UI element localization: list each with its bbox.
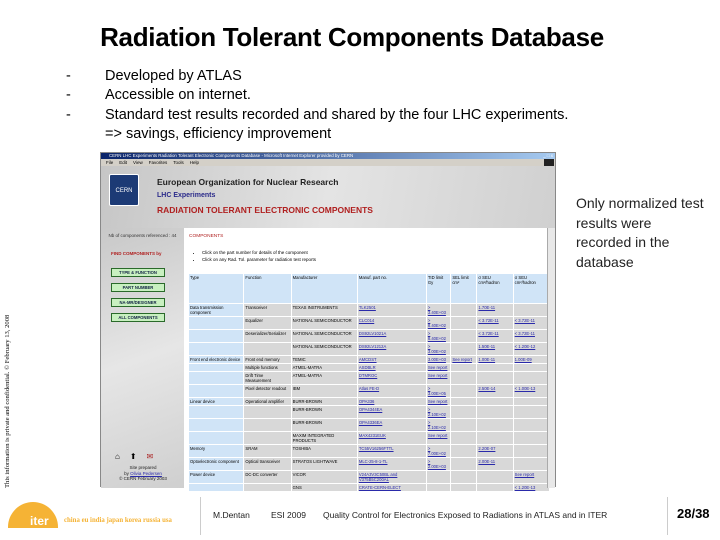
table-cell xyxy=(189,343,243,355)
cell-link[interactable]: TC55V16256FTTL xyxy=(358,446,394,451)
side-note: Only normalized test results were recorded in the database xyxy=(576,195,704,270)
table-cell: Memory xyxy=(189,445,243,457)
table-cell: BURR-BROWN xyxy=(292,406,357,418)
table-cell xyxy=(358,398,426,405)
table-cell xyxy=(427,432,450,444)
table-cell xyxy=(244,419,290,431)
table-cell xyxy=(477,406,512,418)
cell-link[interactable]: 3.00E+03 xyxy=(427,357,446,362)
table-cell xyxy=(358,471,426,483)
table-cell xyxy=(427,343,450,355)
cell-link[interactable]: MAX4231EUK xyxy=(358,433,386,438)
table-cell xyxy=(358,458,426,470)
table-row xyxy=(189,364,549,371)
cell-link[interactable]: 1.00E-09 xyxy=(514,357,532,362)
column-header: Type xyxy=(189,274,243,303)
table-cell xyxy=(189,419,243,431)
cell-link[interactable]: > 7.00E+02 xyxy=(427,446,446,456)
table-cell xyxy=(427,372,450,384)
cell-link[interactable]: See report xyxy=(427,433,448,438)
nav-all-components-button[interactable]: ALL COMPONENTS xyxy=(111,313,165,322)
table-cell xyxy=(451,432,476,444)
cell-link[interactable]: DTMROC xyxy=(358,373,378,378)
footer-event: ESI 2009 xyxy=(271,510,306,520)
menu-view[interactable]: View xyxy=(133,160,143,165)
up-arrow-icon[interactable]: ⬆ xyxy=(129,452,137,461)
cell-link[interactable]: > 2.00E+03 xyxy=(427,459,446,469)
table-cell xyxy=(451,356,476,363)
components-heading: COMPONENTS xyxy=(189,234,224,239)
cell-link[interactable]: AMCDST xyxy=(358,357,377,362)
cell-link[interactable]: 2.20E-07 xyxy=(478,446,496,451)
table-cell xyxy=(514,317,549,329)
window-controls[interactable]: _ □ x xyxy=(543,153,553,158)
table-cell: Deserializer/Serializer xyxy=(244,330,290,342)
bullet-list xyxy=(66,67,568,144)
table-row xyxy=(189,432,549,444)
column-header: Manufacturer xyxy=(292,274,357,303)
nav-manufacturer-button[interactable]: NA-MR/DESIGNER xyxy=(111,298,165,307)
table-cell xyxy=(477,356,512,363)
components-table xyxy=(188,273,550,492)
page-number: 28/38 xyxy=(677,506,710,521)
table-cell: Optical transceiver xyxy=(244,458,290,470)
table-cell: Pixel detector readout xyxy=(244,385,290,397)
table-cell xyxy=(514,343,549,355)
table-row xyxy=(189,330,549,342)
table-cell xyxy=(358,419,426,431)
table-cell: VICOR xyxy=(292,471,357,483)
instruction: • Click on any Rad. Tol. parameter for radiation test reports xyxy=(202,256,548,263)
table-cell xyxy=(427,419,450,431)
cell-link[interactable]: V24A3V3C50BL and V375B5C200AL xyxy=(358,472,398,482)
nav-icons xyxy=(115,452,153,461)
author-link[interactable]: Olivia Pedersen xyxy=(130,470,162,476)
table-cell xyxy=(514,330,549,342)
table-cell xyxy=(514,419,549,431)
footer-divider xyxy=(200,497,201,535)
table-cell xyxy=(451,406,476,418)
cell-link[interactable]: DS92LV1212A xyxy=(358,344,387,349)
table-row xyxy=(189,458,549,470)
table-cell xyxy=(514,356,549,363)
table-cell xyxy=(189,406,243,418)
table-cell xyxy=(427,484,450,491)
table-cell: GNS xyxy=(292,484,357,491)
components-content xyxy=(184,228,548,488)
table-cell: Data transmission component xyxy=(189,304,243,316)
table-cell xyxy=(451,343,476,355)
table-cell xyxy=(189,364,243,371)
table-cell xyxy=(427,317,450,329)
bullet-item: - Accessible on internet. xyxy=(66,86,568,105)
cell-link[interactable]: ASDBLR xyxy=(358,365,376,370)
table-cell: Linear device xyxy=(189,398,243,405)
cell-link[interactable]: 1.50E-11 xyxy=(478,344,496,349)
table-cell xyxy=(427,330,450,342)
component-count: Nb of components referenced : 44 xyxy=(108,233,177,238)
iter-partners: china eu india japan korea russia usa xyxy=(64,517,172,524)
table-cell xyxy=(477,432,512,444)
table-cell xyxy=(514,398,549,405)
table-cell: MAXIM INTEGRATED PRODUCTS xyxy=(292,432,357,444)
table-cell xyxy=(189,372,243,384)
footer-talk: Quality Control for Electronics Exposed to Radiations in ATLAS and in ITER xyxy=(323,510,608,520)
table-cell xyxy=(244,343,290,355)
slide-title: Radiation Tolerant Components Database xyxy=(100,22,604,52)
table-cell xyxy=(427,385,450,397)
table-cell: Equalizer xyxy=(244,317,290,329)
table-cell xyxy=(358,406,426,418)
table-cell xyxy=(451,398,476,405)
table-cell xyxy=(451,484,476,491)
table-cell: Drift Time Measurement xyxy=(244,372,290,384)
table-cell xyxy=(477,343,512,355)
table-cell: TOSHIBA xyxy=(292,445,357,457)
cell-link[interactable]: 2.00E-11 xyxy=(478,459,496,464)
confidentiality-note: This information is private and confidential. © February 13, 2008 xyxy=(4,314,11,488)
table-row xyxy=(189,372,549,384)
table-cell: Power device xyxy=(189,471,243,483)
cell-link[interactable]: CLC014 xyxy=(358,318,375,323)
table-row xyxy=(189,419,549,431)
banner-org: European Organization for Nuclear Research xyxy=(157,177,339,187)
cell-link[interactable]: Atlas FE-D xyxy=(358,386,380,391)
table-cell xyxy=(514,372,549,384)
banner-title: RADIATION TOLERANT ELECTRONIC COMPONENTS xyxy=(157,205,373,215)
menu-tools[interactable]: Tools xyxy=(173,160,184,165)
table-cell xyxy=(358,372,426,384)
table-row xyxy=(189,356,549,363)
column-header: σ SEU cm²/hadron xyxy=(477,274,512,303)
table-cell xyxy=(358,330,426,342)
table-cell: Operational amplifier xyxy=(244,398,290,405)
table-cell: TEXAS INSTRUMENTS xyxy=(292,304,357,316)
menu-favorites[interactable]: Favorites xyxy=(148,160,168,165)
table-cell xyxy=(477,419,512,431)
cell-link[interactable]: < 1.20E-13 xyxy=(514,485,536,490)
table-cell xyxy=(514,484,549,491)
bullet-text: Developed by ATLAS xyxy=(105,68,242,84)
table-cell xyxy=(358,364,426,371)
table-cell xyxy=(477,330,512,342)
cell-link[interactable]: < 1.20E-12 xyxy=(514,344,536,349)
table-cell xyxy=(427,458,450,470)
table-cell xyxy=(514,364,549,371)
menu-edit[interactable]: Edit xyxy=(119,160,128,165)
table-cell xyxy=(244,406,290,418)
cell-link[interactable]: See report xyxy=(427,373,448,378)
instruction: • Click on the part number for details of the component xyxy=(202,249,548,256)
cell-link[interactable]: See report xyxy=(427,365,448,370)
find-label: FIND COMPONENTS by xyxy=(111,251,162,256)
table-cell xyxy=(358,343,426,355)
table-cell xyxy=(477,372,512,384)
table-cell: Optoelectronic component xyxy=(189,458,243,470)
table-cell xyxy=(189,432,243,444)
table-cell xyxy=(514,304,549,316)
table-cell xyxy=(189,484,243,491)
bullet-text: => savings, efficiency improvement xyxy=(105,125,332,142)
table-cell xyxy=(427,356,450,363)
table-cell: STRATOS LIGHTWAVE xyxy=(292,458,357,470)
table-cell xyxy=(189,385,243,397)
table-cell: TEMIC xyxy=(292,356,357,363)
table-cell xyxy=(477,445,512,457)
cell-link[interactable]: TLK2501 xyxy=(358,305,376,310)
footer-author: M.Dentan xyxy=(213,510,250,520)
scrollbar[interactable] xyxy=(547,228,555,488)
cell-link[interactable]: > 3.40E+03 xyxy=(427,305,446,315)
nav-type-function-button[interactable]: TYPE & FUNCTION xyxy=(111,268,165,277)
cell-link[interactable]: > 3.00E+05 xyxy=(427,386,446,396)
table-cell xyxy=(451,419,476,431)
cell-link[interactable]: 1.00E-11 xyxy=(478,357,496,362)
iter-logo: iter xyxy=(8,502,58,528)
bullet-text: Standard test results recorded and shared by the four LHC experiments. xyxy=(105,106,569,123)
banner-lhc: LHC Experiments xyxy=(157,192,216,199)
table-cell xyxy=(451,471,476,483)
table-cell: NATIONAL SEMICONDUCTOR xyxy=(292,317,357,329)
bullet-item: - Developed by ATLAS xyxy=(66,67,568,86)
table-cell xyxy=(427,364,450,371)
menu-help[interactable]: Help xyxy=(189,160,200,165)
table-cell xyxy=(451,385,476,397)
menu-file[interactable]: File xyxy=(106,160,114,165)
cern-banner xyxy=(101,166,555,228)
cern-logo: CERN xyxy=(109,174,139,206)
table-cell: Front end electronic device xyxy=(189,356,243,363)
cell-link[interactable]: < 3.72E-11 xyxy=(514,331,535,336)
cell-link[interactable]: DS92LV1021A xyxy=(358,331,387,336)
table-cell xyxy=(189,330,243,342)
table-cell xyxy=(358,304,426,316)
table-cell xyxy=(514,432,549,444)
table-cell xyxy=(477,304,512,316)
cell-link[interactable]: > 8.40E+02 xyxy=(427,318,446,328)
bullet-item xyxy=(66,125,568,144)
footer-divider xyxy=(667,497,668,535)
table-cell xyxy=(358,432,426,444)
column-header: TID limit Gy xyxy=(427,274,450,303)
table-cell xyxy=(451,372,476,384)
table-cell xyxy=(244,432,290,444)
table-cell: BURR-BROWN xyxy=(292,398,357,405)
table-row xyxy=(189,343,549,355)
cell-link[interactable]: 2.50E-14 xyxy=(478,386,496,391)
table-row xyxy=(189,471,549,483)
table-cell: Transceiver xyxy=(244,304,290,316)
table-cell xyxy=(514,406,549,418)
table-cell xyxy=(477,364,512,371)
column-header: σ SEU cm²/hadron xyxy=(514,274,549,303)
table-cell: IBM xyxy=(292,385,357,397)
table-cell xyxy=(244,484,290,491)
table-cell xyxy=(451,458,476,470)
home-icon[interactable]: ⌂ xyxy=(115,452,120,461)
table-cell xyxy=(427,398,450,405)
table-cell: BURR-BROWN xyxy=(292,419,357,431)
cell-link[interactable]: See report xyxy=(514,472,535,477)
table-cell xyxy=(358,445,426,457)
table-cell xyxy=(514,445,549,457)
table-cell xyxy=(451,304,476,316)
table-cell xyxy=(451,364,476,371)
cell-link[interactable]: OPA4336EA xyxy=(358,420,383,425)
cell-link[interactable]: < 1.00E-13 xyxy=(514,386,536,391)
table-cell xyxy=(477,398,512,405)
table-row xyxy=(189,406,549,418)
site-credit: Site prepared by Olivia Pedersen © CERN February 2003 xyxy=(119,465,167,481)
table-cell xyxy=(514,458,549,470)
table-cell: NATIONAL SEMICONDUCTOR xyxy=(292,330,357,342)
table-row xyxy=(189,317,549,329)
table-cell xyxy=(477,317,512,329)
table-cell xyxy=(451,330,476,342)
cell-link[interactable]: < 3.72E-11 xyxy=(514,318,535,323)
database-screenshot xyxy=(100,152,556,490)
table-cell xyxy=(451,445,476,457)
table-cell xyxy=(427,304,450,316)
cell-link[interactable]: > 8.40E+02 xyxy=(427,331,446,341)
table-cell xyxy=(427,445,450,457)
cell-link[interactable]: MLC-25-8-1-TL xyxy=(358,459,388,464)
table-cell: Multiple functions xyxy=(244,364,290,371)
table-cell xyxy=(358,385,426,397)
cell-link[interactable]: OPA4344EA xyxy=(358,407,383,412)
cell-link[interactable]: < 3.72E-11 xyxy=(478,331,499,336)
table-cell: ATMEL-MATRA xyxy=(292,364,357,371)
table-row xyxy=(189,445,549,457)
table-cell: NATIONAL SEMICONDUCTOR xyxy=(292,343,357,355)
cell-link[interactable]: CRATE-CERN-ELECT xyxy=(358,485,401,490)
left-nav xyxy=(101,228,184,488)
table-cell: Front end memory xyxy=(244,356,290,363)
table-cell xyxy=(358,484,426,491)
table-row xyxy=(189,484,549,491)
cell-link[interactable]: < 3.72E-11 xyxy=(478,318,499,323)
table-cell xyxy=(427,406,450,418)
cell-link[interactable]: See report xyxy=(427,399,448,404)
table-row xyxy=(189,385,549,397)
browser-menubar xyxy=(101,159,555,166)
table-cell xyxy=(514,385,549,397)
table-cell xyxy=(514,471,549,483)
bullet-text: Accessible on internet. xyxy=(105,87,251,104)
table-cell: ATMEL-MATRA xyxy=(292,372,357,384)
table-cell xyxy=(451,317,476,329)
cell-link[interactable]: > 2.10E+02 xyxy=(427,420,446,430)
column-header: Manuf. part no. xyxy=(358,274,426,303)
bullet-item: - Standard test results recorded and shared by the four LHC experiments. xyxy=(66,106,568,125)
table-cell xyxy=(427,471,450,483)
table-cell: DC-DC converter xyxy=(244,471,290,483)
table-cell xyxy=(358,317,426,329)
column-header: SEL limit cm² xyxy=(451,274,476,303)
cell-link[interactable]: > 3.00E+02 xyxy=(427,344,446,354)
column-header: Function xyxy=(244,274,290,303)
cell-link[interactable]: OPA336 xyxy=(358,399,375,404)
table-cell: SRAM xyxy=(244,445,290,457)
table-cell xyxy=(477,458,512,470)
table-row xyxy=(189,304,549,316)
table-cell xyxy=(477,385,512,397)
table-cell xyxy=(189,317,243,329)
table-cell xyxy=(477,471,512,483)
cell-link[interactable]: See report xyxy=(452,357,472,362)
table-cell xyxy=(477,484,512,491)
table-cell xyxy=(358,356,426,363)
mail-icon[interactable]: ✉ xyxy=(146,452,154,461)
cell-link[interactable]: 1.70E-11 xyxy=(478,305,496,310)
table-row xyxy=(189,398,549,405)
ie-throbber-icon xyxy=(544,159,554,166)
nav-part-number-button[interactable]: PART NUMBER xyxy=(111,283,165,292)
cell-link[interactable]: > 2.10E+02 xyxy=(427,407,446,417)
browser-titlebar: CERN LHC Experiments Radiation Tolerant Electronic Components Database - Microsoft Internet Explorer provided by CERN _ □ x xyxy=(101,153,555,159)
